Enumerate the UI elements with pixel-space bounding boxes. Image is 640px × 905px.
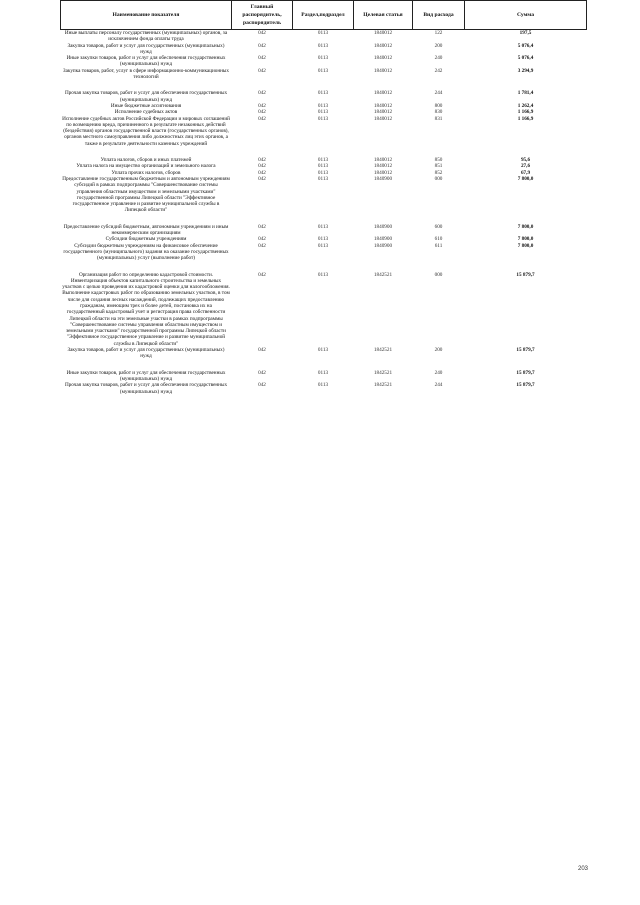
row-article: 1840012 (373, 90, 393, 97)
row-article: 1840012 (373, 115, 393, 122)
row-article: 1842521 (373, 382, 393, 389)
table-row (61, 382, 587, 405)
row-article: 1840012 (373, 55, 393, 62)
header-admin: Главный распорядитель, распорядитель (232, 1, 293, 30)
row-name: Субсидии бюджетным учреждениям на финансовое обеспечение государственного (муниципального) задания на оказание государственных (муниципальных) услуг (выполнение работ) (63, 242, 229, 262)
row-admin: 042 (258, 223, 266, 230)
row-expense-type: 850 (434, 157, 443, 164)
row-amount: 15 879,7 (516, 369, 535, 376)
table-row (61, 370, 587, 383)
row-article: 1840900 (373, 236, 393, 243)
row-section: 0113 (317, 157, 329, 164)
row-admin: 042 (258, 175, 266, 182)
table-body (61, 30, 587, 405)
row-section: 0113 (317, 67, 329, 74)
row-expense-type: 611 (434, 242, 443, 249)
row-name: Закупка товаров, работ и услуг для государственных (муниципальных) нужд (67, 42, 225, 55)
row-article: 1840012 (373, 67, 393, 74)
row-admin: 042 (258, 109, 266, 116)
row-expense-type: 000 (434, 175, 443, 182)
row-article: 1840012 (373, 157, 393, 164)
document-page (60, 0, 586, 405)
row-article: 1840012 (373, 169, 393, 176)
row-expense-type: 200 (434, 347, 443, 354)
row-section: 0113 (317, 90, 329, 97)
row-expense-type: 244 (434, 382, 443, 389)
row-amount: 15 879,7 (516, 271, 535, 278)
row-section: 0113 (317, 382, 329, 389)
row-section: 0113 (317, 55, 329, 62)
row-name: Закупка товаров, работ, услуг в сфере информационно-коммуникационных технологий (62, 67, 230, 81)
row-expense-type: 830 (434, 109, 443, 116)
table-row (61, 43, 587, 56)
row-amount: 27,6 (520, 163, 531, 170)
header-name: Наименование показателя (61, 1, 232, 30)
row-section: 0113 (317, 271, 329, 278)
row-article: 1840012 (373, 30, 393, 36)
row-section: 0113 (317, 242, 329, 249)
table-row (61, 224, 587, 237)
row-section: 0113 (317, 109, 329, 116)
row-article: 1840900 (373, 242, 393, 249)
row-admin: 042 (258, 236, 266, 243)
row-name: Исполнение судебных актов Российской Федерации и мировых соглашений по возмещению вреда, причиненного в результате незаконных действий (бездействия) органов государственной власти (государственных органов), органов местного самоуправления либо должностных лиц этих органов, а также в результате деятельности казенных учреждений (62, 115, 230, 147)
row-name: Иные закупки товаров, работ и услуг для обеспечения государственных (муниципальных) нужд (66, 369, 226, 382)
row-admin: 042 (258, 102, 266, 109)
table-row (61, 30, 587, 43)
table-row (61, 68, 587, 91)
table-row (61, 90, 587, 103)
budget-table (60, 0, 587, 405)
row-expense-type: 800 (434, 102, 443, 109)
table-header-row (61, 1, 587, 30)
row-amount: 5 076,4 (517, 42, 534, 49)
row-expense-type: 851 (434, 163, 443, 170)
row-name: Предоставление государственным бюджетным и автономным учреждениям субсидий в рамках подпрограммы "Совершенствование системы управления областным имуществом и земельными участками" государственной программы Липецкой области "Эффективное государственное управление и развитие муниципальной службы в Липецкой области" (62, 175, 230, 214)
row-section: 0113 (317, 102, 329, 109)
table-row (61, 243, 587, 272)
row-name: Уплата прочих налогов, сборов (111, 169, 181, 176)
row-expense-type: 240 (434, 55, 443, 62)
header-expense-type: Вид расхода (413, 1, 465, 30)
table-row (61, 116, 587, 157)
row-name: Прочая закупка товаров, работ и услуг для обеспечения государственных (муниципальных) нужд (64, 90, 228, 103)
row-amount: 7 800,0 (517, 175, 534, 182)
row-name: Иные выплаты персоналу государственных (муниципальных) органов, за исключением фонда оплаты труда (64, 30, 228, 43)
row-amount: 7 800,0 (517, 242, 534, 249)
row-admin: 042 (258, 42, 266, 49)
row-admin: 042 (258, 67, 266, 74)
row-section: 0113 (317, 163, 329, 170)
row-article: 1840900 (373, 223, 393, 230)
row-expense-type: 244 (434, 90, 443, 97)
row-amount: 67,9 (520, 169, 531, 176)
row-amount: 1 781,4 (517, 90, 534, 97)
row-article: 1842521 (373, 347, 393, 354)
row-admin: 042 (258, 382, 266, 389)
row-section: 0113 (317, 369, 329, 376)
row-name: Иные бюджетные ассигнования (110, 102, 182, 109)
header-section: Раздел,подраздел (293, 1, 354, 30)
row-article: 1840900 (373, 175, 393, 182)
row-expense-type: 242 (434, 67, 443, 74)
row-admin: 042 (258, 55, 266, 62)
row-name: Закупка товаров, работ и услуг для государственных (муниципальных) нужд (67, 347, 225, 360)
row-article: 1840012 (373, 102, 393, 109)
row-amount: 95,6 (520, 157, 531, 164)
table-row (61, 55, 587, 68)
row-admin: 042 (258, 115, 266, 122)
row-admin: 042 (258, 271, 266, 278)
row-article: 1842521 (373, 271, 393, 278)
row-name: Иные закупки товаров, работ и услуг для обеспечения государственных (муниципальных) нужд (66, 55, 226, 68)
row-name: Субсидии бюджетным учреждениям (105, 236, 187, 243)
row-amount: 7 800,0 (517, 236, 534, 243)
row-amount: 1 166,9 (517, 109, 534, 116)
row-admin: 042 (258, 347, 266, 354)
row-section: 0113 (317, 30, 329, 36)
row-expense-type: 610 (434, 236, 443, 243)
row-amount: 1 166,9 (517, 115, 534, 122)
row-amount: 7 800,0 (517, 223, 534, 230)
row-section: 0113 (317, 223, 329, 230)
row-expense-type: 122 (434, 30, 443, 36)
row-expense-type: 240 (434, 369, 443, 376)
row-expense-type: 000 (434, 271, 443, 278)
row-name: Уплата налогов, сборов и иных платежей (100, 157, 192, 164)
row-admin: 042 (258, 242, 266, 249)
row-admin: 042 (258, 163, 266, 170)
row-section: 0113 (317, 42, 329, 49)
row-admin: 042 (258, 169, 266, 176)
row-amount: 15 879,7 (516, 347, 535, 354)
row-admin: 042 (258, 90, 266, 97)
row-name: Организация работ по определению кадастровой стоимости. Инвентаризация объектов капитального строительства и земельных участков с целью проведения их кадастровой оценки для налогообложения. Выполнение кадастровых работ по образованию земельных участков, в том числе для создания лесных насаждений, подлежащих предоставлению гражданам, имеющим трех и более детей, постановка их на государственный кадастровый учет и регистрация права собственности Липецкой области на эти земельные участки в рамках подпрограммы "Совершенствование системы управления областным имуществом и земельными участками" государственной программы Липецкой области "Эффективное государственное управление и развитие муниципальной службы в Липецкой области" (62, 271, 230, 347)
row-name: Уплата налога на имущество организаций и земельного налога (76, 163, 216, 170)
row-expense-type: 600 (434, 223, 443, 230)
row-article: 1842521 (373, 369, 393, 376)
row-admin: 042 (258, 157, 266, 164)
row-name: Исполнение судебных актов (114, 109, 178, 116)
row-admin: 042 (258, 369, 266, 376)
table-row (61, 272, 587, 348)
row-section: 0113 (317, 115, 329, 122)
row-article: 1840012 (373, 42, 393, 49)
row-expense-type: 200 (434, 42, 443, 49)
row-admin: 042 (258, 30, 266, 36)
row-name: Предоставление субсидий бюджетным, автономным учреждениям и иным некоммерческим организациям (63, 223, 229, 237)
page-number: 203 (577, 866, 588, 872)
row-name: Прочая закупка товаров, работ и услуг для обеспечения государственных (муниципальных) нужд (64, 382, 228, 395)
row-section: 0113 (317, 347, 329, 354)
row-expense-type: 852 (434, 169, 443, 176)
row-amount: 1 262,4 (517, 102, 534, 109)
row-expense-type: 831 (434, 115, 443, 122)
row-amount: 197,5 (519, 30, 532, 36)
table-row (61, 347, 587, 370)
row-amount: 5 076,4 (517, 55, 534, 62)
header-article: Целевая статья (354, 1, 413, 30)
header-amount: Сумма (465, 1, 587, 30)
row-amount: 3 294,9 (517, 67, 534, 74)
row-section: 0113 (317, 169, 329, 176)
table-row (61, 176, 587, 224)
row-section: 0113 (317, 175, 329, 182)
row-article: 1840012 (373, 109, 393, 116)
row-amount: 15 879,7 (516, 382, 535, 389)
row-section: 0113 (317, 236, 329, 243)
row-article: 1840012 (373, 163, 393, 170)
